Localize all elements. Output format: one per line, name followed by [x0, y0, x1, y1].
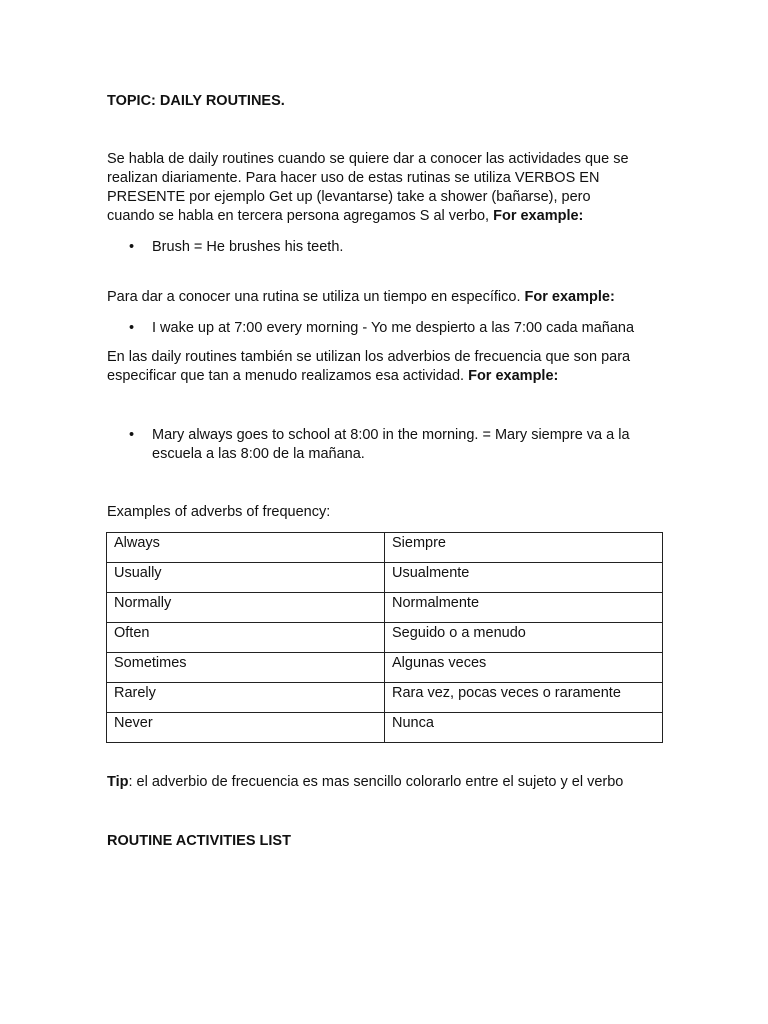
routine-time-text: Para dar a conocer una rutina se utiliza un tiempo en específico. — [107, 289, 525, 305]
bullet-text-line-1: Mary always goes to school at 8:00 in the morning. = Mary siempre va a la — [152, 427, 630, 443]
intro-line-4 — [107, 207, 583, 226]
intro-line-2: realizan diariamente. Para hacer uso de estas rutinas se utiliza VERBOS EN — [107, 170, 600, 186]
table-cell-english: Never — [107, 713, 385, 743]
intro-line-4-text: cuando se habla en tercera persona agregamos S al verbo, — [107, 208, 494, 224]
for-example-label: For example: — [524, 289, 615, 305]
table-row — [107, 713, 663, 743]
table-cell-spanish: Nunca — [385, 713, 663, 743]
table-cell-english: Sometimes — [107, 653, 385, 683]
intro-line-3: PRESENTE por ejemplo Get up (levantarse) take a shower (bañarse), pero — [107, 189, 591, 205]
table-cell-spanish: Rara vez, pocas veces o raramente — [385, 683, 663, 713]
table-cell-spanish: Algunas veces — [385, 653, 663, 683]
bullet-text: Brush = He brushes his teeth. — [152, 239, 344, 255]
table-cell-spanish: Siempre — [385, 533, 663, 563]
routine-time-paragraph — [107, 288, 615, 307]
table-row — [107, 533, 663, 563]
table-row — [107, 623, 663, 653]
tip-note — [107, 773, 623, 792]
table-row — [107, 563, 663, 593]
adverbs-line-2 — [107, 367, 558, 386]
table-cell-spanish: Usualmente — [385, 563, 663, 593]
table-row — [107, 653, 663, 683]
for-example-label: For example: — [468, 368, 559, 384]
bullet-dot: • — [129, 427, 135, 443]
table-row — [107, 683, 663, 713]
bullet-dot: • — [129, 320, 135, 336]
table-cell-spanish: Seguido o a menudo — [385, 623, 663, 653]
examples-heading: Examples of adverbs of frequency: — [107, 504, 331, 520]
bullet-dot: • — [129, 239, 135, 255]
adverbs-line-2-text: especificar que tan a menudo realizamos esa actividad. — [107, 368, 469, 384]
table-row — [107, 593, 663, 623]
tip-text: : el adverbio de frecuencia es mas sencillo colorarlo entre el sujeto y el verbo — [128, 774, 624, 790]
bullet-text: I wake up at 7:00 every morning - Yo me despierto a las 7:00 cada mañana — [152, 320, 635, 336]
table-cell-english: Rarely — [107, 683, 385, 713]
for-example-label: For example: — [493, 208, 584, 224]
intro-line-1: Se habla de daily routines cuando se quiere dar a conocer las actividades que se — [107, 151, 629, 167]
table-cell-english: Often — [107, 623, 385, 653]
tip-label: Tip — [107, 774, 129, 790]
bullet-text-line-2: escuela a las 8:00 de la mañana. — [152, 446, 365, 462]
adverbs-line-1: En las daily routines también se utilizan los adverbios de frecuencia que son para — [107, 349, 631, 365]
table-cell-spanish: Normalmente — [385, 593, 663, 623]
table-cell-english: Always — [107, 533, 385, 563]
table-cell-english: Usually — [107, 563, 385, 593]
adverbs-table — [106, 532, 663, 743]
topic-title: TOPIC: DAILY ROUTINES. — [107, 93, 285, 109]
table-cell-english: Normally — [107, 593, 385, 623]
routine-activities-heading: ROUTINE ACTIVITIES LIST — [107, 833, 291, 849]
